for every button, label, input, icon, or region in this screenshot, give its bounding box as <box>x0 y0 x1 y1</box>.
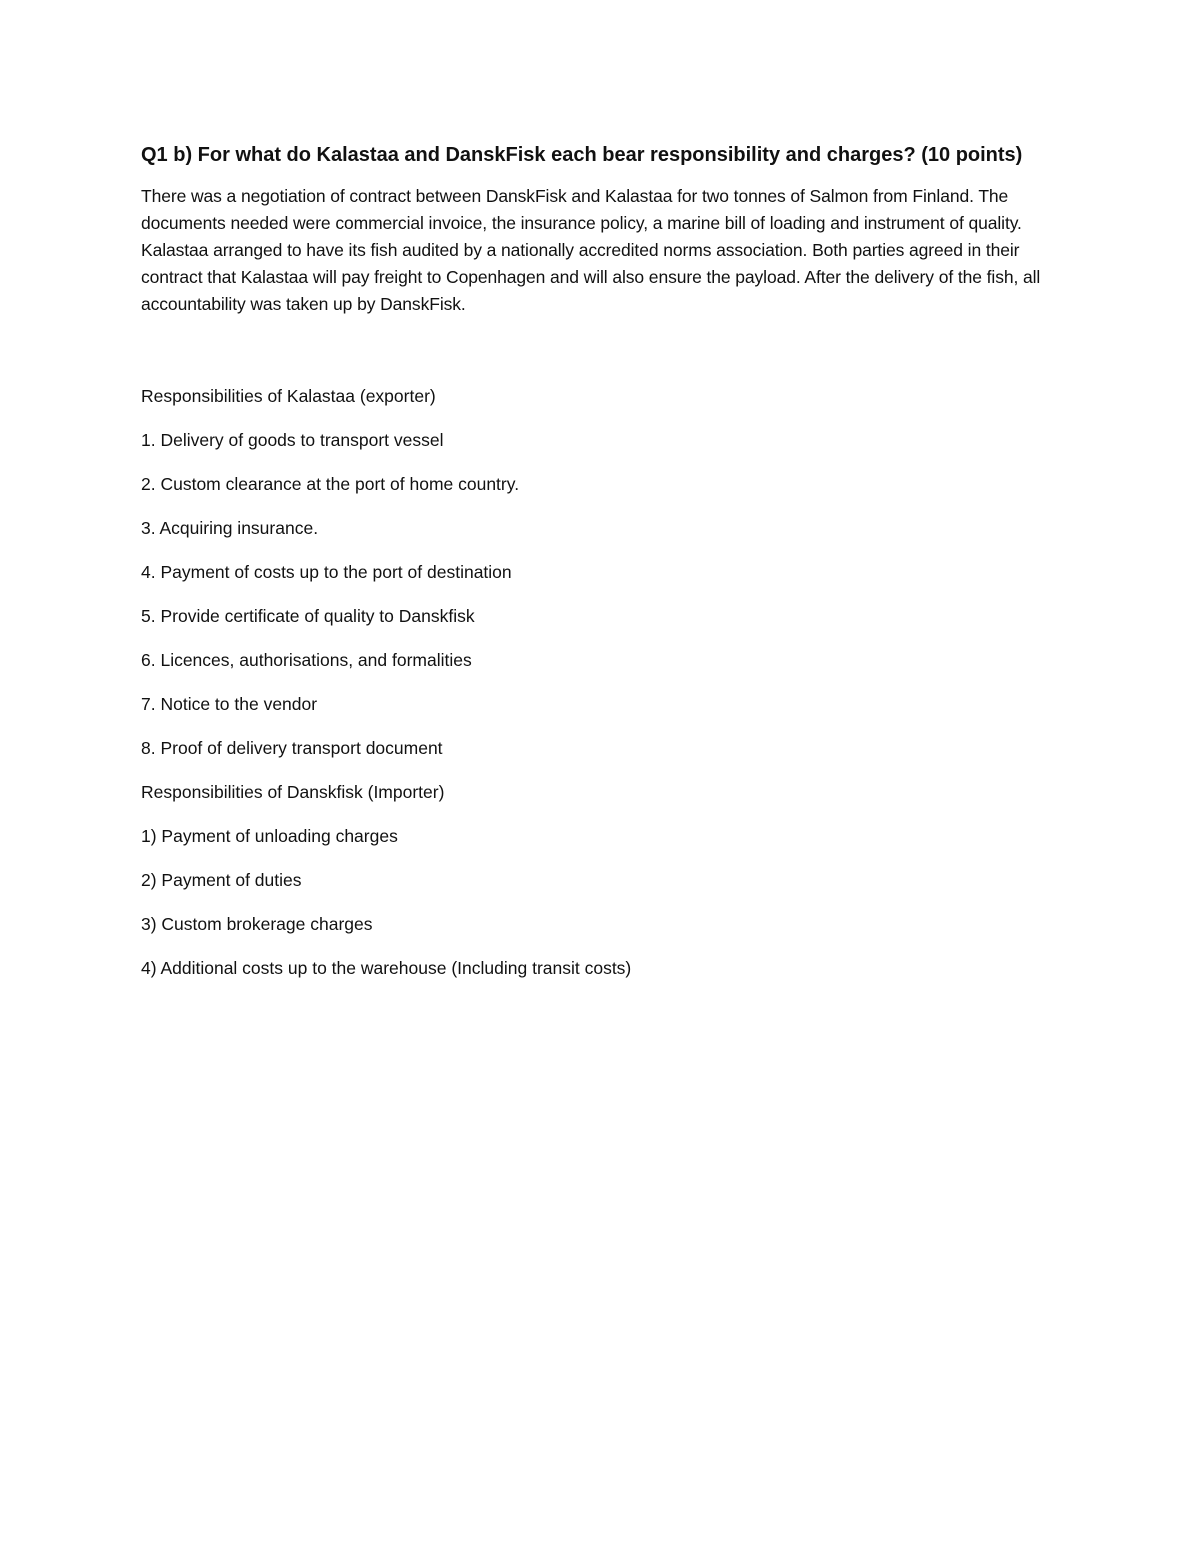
document-body <box>141 140 1056 979</box>
list-item: 8. Proof of delivery transport document <box>141 738 443 758</box>
kalastaa-responsibilities-title: Responsibilities of Kalastaa (exporter) <box>141 386 436 406</box>
intro-paragraph: There was a negotiation of contract between DanskFisk and Kalastaa for two tonnes of Salmon from Finland. The documents needed were commercial invoice, the insurance policy, a marine bill of loading and instrument of quality. Kalastaa arranged to have its fish audited by a nationally accredited norms association. Both parties agreed in their contract that Kalastaa will pay freight to Copenhagen and will also ensure the payload. After the delivery of the fish, all accountability was taken up by DanskFisk. <box>141 186 1041 314</box>
list-item: 1) Payment of unloading charges <box>141 826 398 846</box>
list-item: 3. Acquiring insurance. <box>141 518 319 538</box>
kalastaa-responsibilities-list <box>141 429 1056 759</box>
list-item: 4. Payment of costs up to the port of destination <box>141 562 512 582</box>
list-item: 4) Additional costs up to the warehouse (Including transit costs) <box>141 958 632 978</box>
list-item: 5. Provide certificate of quality to Danskfisk <box>141 606 475 626</box>
list-item: 7. Notice to the vendor <box>141 694 318 714</box>
list-item: 1. Delivery of goods to transport vessel <box>141 430 444 450</box>
list-item: 2) Payment of duties <box>141 870 302 890</box>
danskfisk-responsibilities-list <box>141 825 1056 979</box>
question-heading: Q1 b) For what do Kalastaa and DanskFisk each bear responsibility and charges? (10 points) <box>141 144 1023 166</box>
list-item: 2. Custom clearance at the port of home country. <box>141 474 520 494</box>
danskfisk-responsibilities-title: Responsibilities of Danskfisk (Importer) <box>141 782 445 802</box>
list-item: 6. Licences, authorisations, and formalities <box>141 650 472 670</box>
list-item: 3) Custom brokerage charges <box>141 914 373 934</box>
